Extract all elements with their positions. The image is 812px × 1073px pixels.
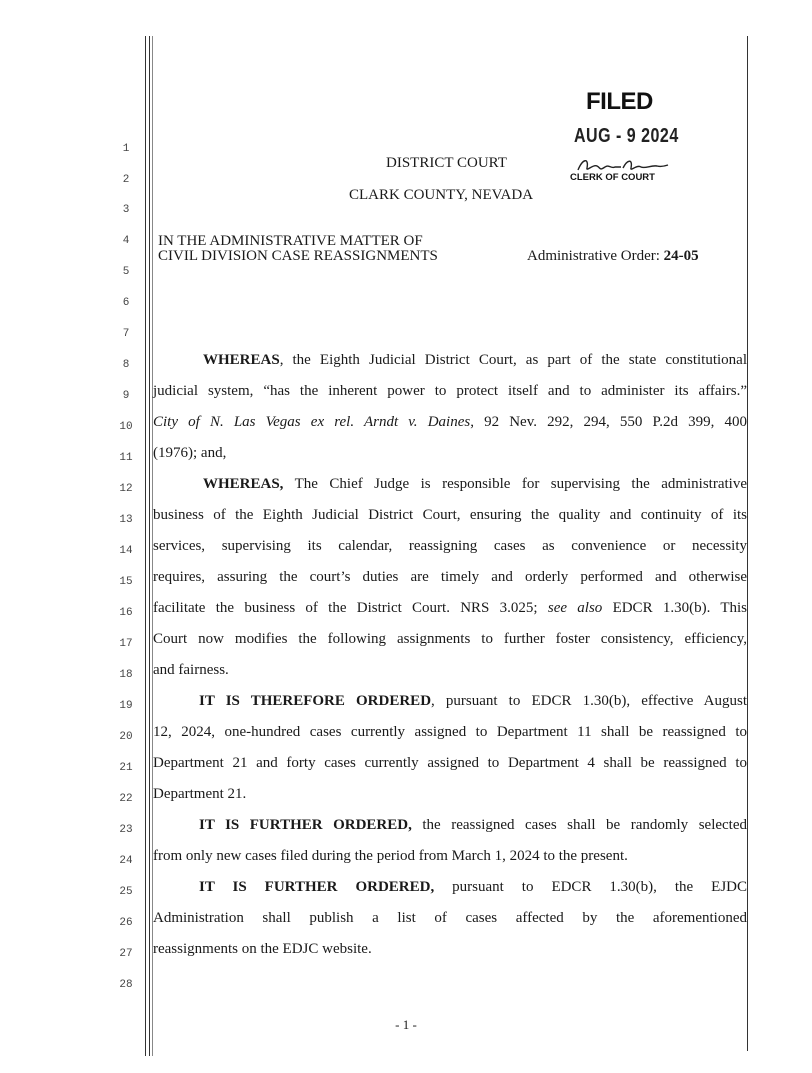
right-margin-rule <box>747 36 748 1051</box>
line-number: 5 <box>122 266 130 278</box>
body-text: , the Eighth Judicial District Court, as part of the state constitutional <box>279 352 747 368</box>
line-number: 20 <box>119 731 133 743</box>
line-number: 9 <box>122 390 130 402</box>
body-text: the reassigned cases shall be randomly selected <box>411 817 747 833</box>
body-line-21: Department 21 and forty cases currently assigned to Department 4 shall be reassigned to <box>153 755 747 771</box>
body-line-18: and fairness. <box>153 662 229 678</box>
line-number: 3 <box>122 204 130 216</box>
body-line-26: Administration shall publish a list of cases affected by the aforementioned <box>153 910 747 926</box>
body-line-12 <box>153 476 747 493</box>
filed-stamp-title: FILED <box>586 88 653 115</box>
further-ordered-1: IT IS FURTHER ORDERED, <box>199 817 412 833</box>
order-label: Administrative Order: <box>527 248 664 264</box>
county-name: CLARK COUNTY, NEVADA <box>349 187 534 203</box>
line-number: 4 <box>122 235 130 247</box>
line-number: 11 <box>119 452 133 464</box>
body-line-24: from only new cases filed during the period from March 1, 2024 to the present. <box>153 848 628 864</box>
line-number: 8 <box>122 359 130 371</box>
body-line-15: requires, assuring the court’s duties are timely and orderly performed and otherwise <box>153 569 747 585</box>
body-line-16 <box>153 600 747 617</box>
line-number: 1 <box>122 143 130 155</box>
administrative-order-number <box>527 248 699 265</box>
see-also: see also <box>547 600 603 616</box>
left-margin-rule-inner <box>149 36 150 1056</box>
body-text: , 92 Nev. 292, 294, 550 P.2d 399, 400 <box>470 414 748 430</box>
order-number: 24-05 <box>663 248 699 264</box>
body-line-25 <box>153 879 747 896</box>
line-number: 21 <box>119 762 133 774</box>
body-line-13: business of the Eighth Judicial District Court, ensuring the quality and continuity of its <box>153 507 747 523</box>
line-number: 15 <box>119 576 133 588</box>
body-text: facilitate the business of the District Court. NRS 3.025; <box>153 600 548 616</box>
line-number: 19 <box>119 700 133 712</box>
filed-stamp-date: AUG - 9 2024 <box>574 125 679 147</box>
body-text: pursuant to EDCR 1.30(b), the EJDC <box>434 879 747 895</box>
line-number: 7 <box>122 328 130 340</box>
therefore-ordered: IT IS THEREFORE ORDERED <box>199 693 432 709</box>
line-number: 24 <box>119 855 133 867</box>
line-number: 18 <box>119 669 133 681</box>
whereas-1: WHEREAS <box>203 352 280 368</box>
body-text: , pursuant to EDCR 1.30(b), effective August <box>431 693 748 709</box>
line-number: 23 <box>119 824 133 836</box>
caption-line-2: CIVIL DIVISION CASE REASSIGNMENTS <box>158 248 438 264</box>
line-number: 17 <box>119 638 133 650</box>
line-number: 6 <box>122 297 130 309</box>
line-number: 27 <box>119 948 133 960</box>
body-line-9: judicial system, “has the inherent power to protect itself and to administer its affairs.” <box>153 383 747 399</box>
body-line-10 <box>153 414 747 431</box>
body-line-27: reassignments on the EDJC website. <box>153 941 372 957</box>
body-line-11: (1976); and, <box>153 445 227 461</box>
court-name: DISTRICT COURT <box>386 155 507 171</box>
body-text: The Chief Judge is responsible for supervising the administrative <box>283 476 747 492</box>
line-number: 28 <box>119 979 133 991</box>
line-number: 13 <box>119 514 133 526</box>
body-line-23 <box>153 817 747 834</box>
case-citation: City of N. Las Vegas ex rel. Arndt v. Daines <box>153 414 471 430</box>
body-line-22: Department 21. <box>153 786 247 802</box>
caption-line-1: IN THE ADMINISTRATIVE MATTER OF <box>158 233 423 249</box>
page-number: - 1 - <box>395 1017 417 1032</box>
body-text: EDCR 1.30(b). This <box>602 600 747 616</box>
left-margin-rule-outer <box>145 36 146 1056</box>
line-number: 14 <box>119 545 133 557</box>
body-line-14: services, supervising its calendar, reassigning cases as convenience or necessity <box>153 538 747 554</box>
line-number: 26 <box>119 917 133 929</box>
line-number: 2 <box>122 174 130 186</box>
further-ordered-2: IT IS FURTHER ORDERED, <box>199 879 435 895</box>
body-line-20: 12, 2024, one-hundred cases currently assigned to Department 11 shall be reassigned to <box>153 724 747 740</box>
line-number: 22 <box>119 793 133 805</box>
clerk-of-court-label: CLERK OF COURT <box>570 172 655 183</box>
whereas-2: WHEREAS, <box>203 476 284 492</box>
line-number: 10 <box>119 421 133 433</box>
line-number: 25 <box>119 886 133 898</box>
body-line-19 <box>153 693 747 710</box>
body-line-8 <box>153 352 747 369</box>
body-line-17: Court now modifies the following assignments to further foster consistency, efficiency, <box>153 631 747 647</box>
line-number: 12 <box>119 483 133 495</box>
line-number: 16 <box>119 607 133 619</box>
